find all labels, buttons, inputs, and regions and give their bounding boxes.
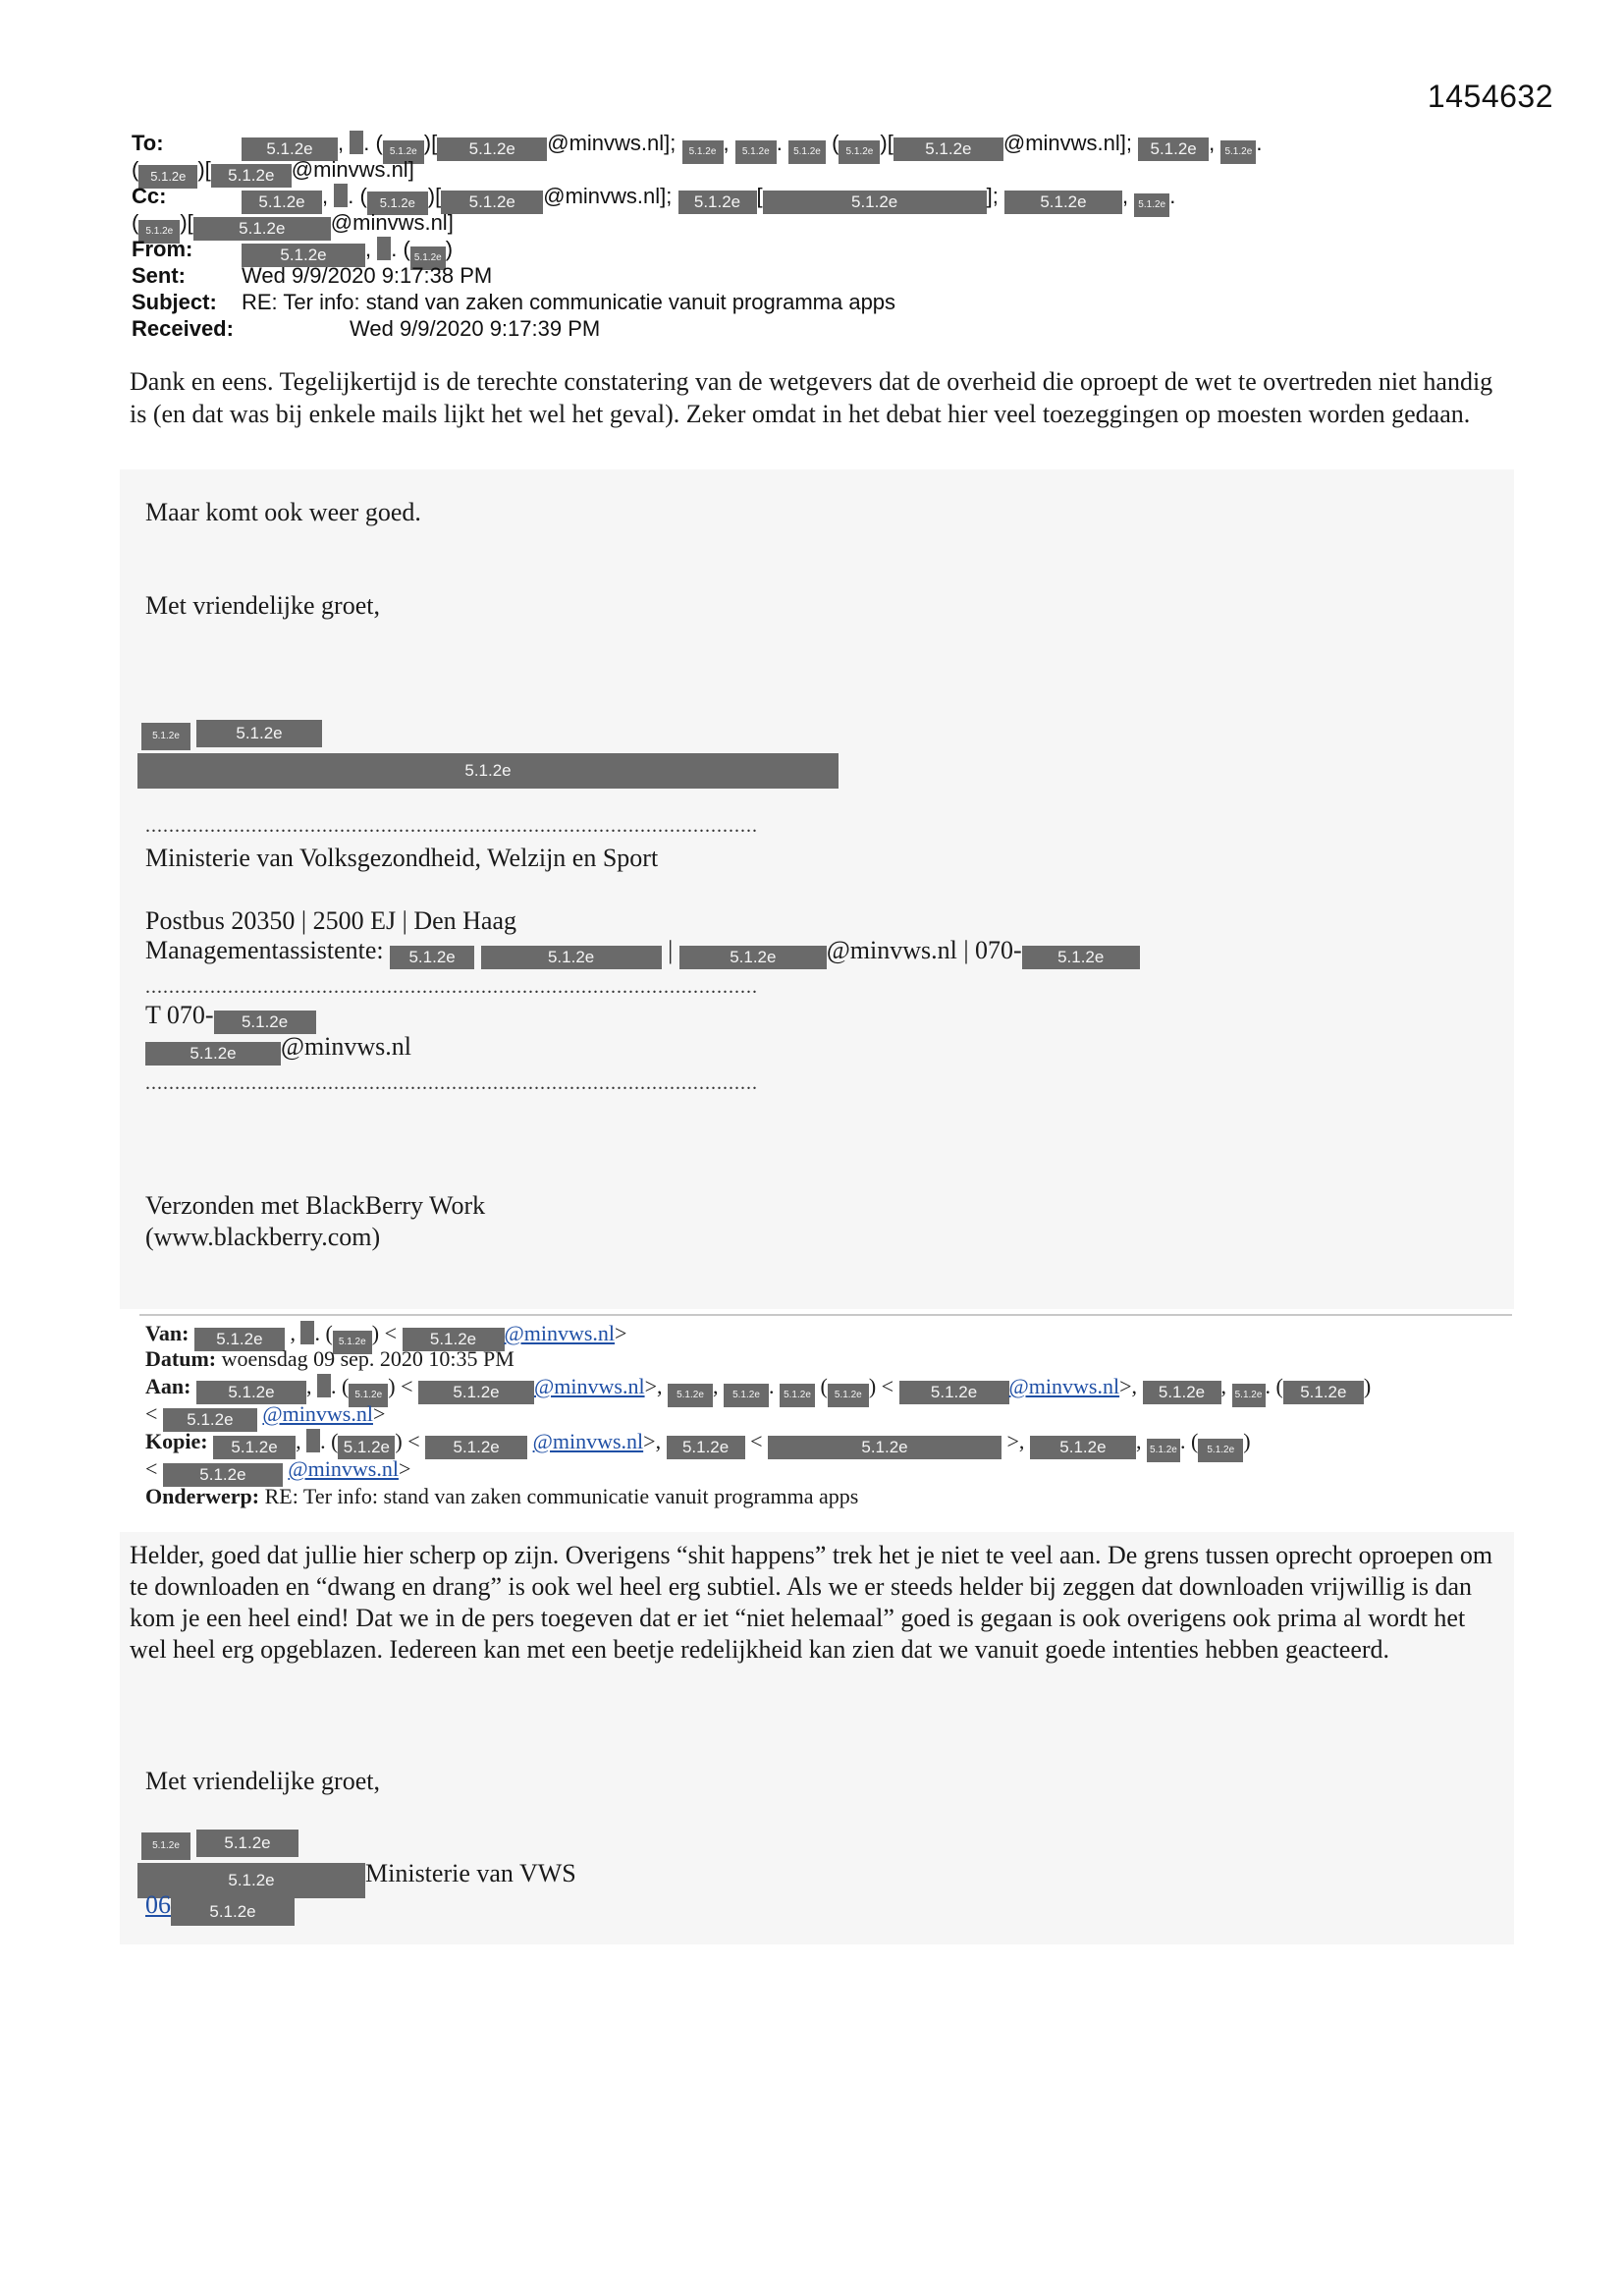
- redaction: 5.1.2e: [788, 140, 826, 164]
- email-domain: @minvws.nl: [547, 131, 665, 155]
- received-line: [132, 315, 1506, 342]
- redaction: 5.1.2e: [214, 1011, 316, 1034]
- cc-label: Cc:: [132, 184, 167, 208]
- redaction: 5.1.2e: [1220, 140, 1256, 164]
- email-domain: @minvws.nl: [281, 1032, 412, 1061]
- to-line-cont: ( 5.1.2e )[ 5.1.2e @minvws.nl]: [132, 156, 1506, 183]
- email-link[interactable]: @minvws.nl: [288, 1456, 399, 1481]
- redaction: 5.1.2e: [211, 164, 292, 188]
- onderwerp-label: Onderwerp:: [145, 1484, 260, 1508]
- redaction: 5.1.2e: [768, 1436, 1001, 1459]
- reply-line: Maar komt ook weer goed.: [145, 498, 421, 526]
- received-label: Received:: [132, 316, 234, 341]
- redaction: 5.1.2e: [1030, 1436, 1136, 1459]
- aan-label: Aan:: [145, 1374, 191, 1398]
- redaction: 5.1.2e: [1022, 946, 1140, 969]
- email-link[interactable]: @minvws.nl: [532, 1429, 644, 1453]
- redaction: 5.1.2e: [367, 191, 428, 215]
- redaction: 5.1.2e: [193, 217, 331, 241]
- redaction: 5.1.2e: [1138, 137, 1209, 161]
- postal-address: Postbus 20350 | 2500 EJ | Den Haag: [145, 906, 517, 935]
- role-label: Managementassistente:: [145, 936, 384, 964]
- redaction: 5.1.2e: [1134, 193, 1169, 217]
- datum-label: Datum:: [145, 1346, 217, 1371]
- kopie-line-cont: < 5.1.2e @minvws.nl>: [145, 1455, 410, 1487]
- redaction: [306, 1429, 320, 1452]
- sent-value: Wed 9/9/2020 9:17:38 PM: [242, 263, 493, 288]
- redaction: 5.1.2e: [828, 1384, 869, 1407]
- phone-link[interactable]: 06: [145, 1890, 171, 1919]
- redaction: 5.1.2e: [839, 140, 880, 164]
- datum-line: [145, 1345, 514, 1373]
- datum-value: woensdag 09 sep. 2020 10:35 PM: [221, 1346, 514, 1371]
- redaction: 5.1.2e: [1283, 1381, 1364, 1404]
- van-label: Van:: [145, 1321, 189, 1345]
- forwarded-paragraph: Helder, goed dat jullie hier scherp op zijn. Overigens “shit happens” trek het je niet te veel aan. De grens tussen oprecht oproepen om te downloaden en “dwang en drang” is ook wel heel erg subtiel. Als we er steeds helder bij zeggen dat downloaden vrijwillig is dan kom je een heel eind! Dat we in de pers toegeven dat er iet “niet helemaal” goed is gegaan is ook overigens ook prima al wordt het wel heel erg opgeblazen. Iedereen kan met een beetje redelijkheid kan zien dat we vanuit goede intenties hebben geacteerd.: [130, 1541, 1493, 1664]
- kopie-label: Kopie:: [145, 1429, 208, 1453]
- redaction: 5.1.2e: [194, 1328, 285, 1351]
- redaction: 5.1.2e: [383, 140, 424, 164]
- redaction: 5.1.2e: [724, 1384, 769, 1407]
- redaction: 5.1.2e: [1004, 191, 1122, 214]
- aan-line: Aan: 5.1.2e , . ( 5.1.2e ) < 5.1.2e @minvws.nl>, 5.1.2e , 5.1.2e . 5.1.2e ( 5.1.2e ) < 5.1.2e @minvws.nl>, 5.1.2e , 5.1.2e . ( 5.1.2e ): [145, 1373, 1371, 1407]
- redaction: [377, 237, 391, 260]
- email-domain: @minvws.nl: [330, 210, 448, 235]
- forwarded-phone-line: [145, 1889, 295, 1926]
- signature-title: [137, 746, 839, 789]
- email-line: [145, 1031, 411, 1066]
- redaction: 5.1.2e: [196, 720, 322, 747]
- email-domain: @minvws.nl: [1002, 131, 1120, 155]
- cc-line: Cc: 5.1.2e , . ( 5.1.2e )[ 5.1.2e @minvws.nl]; 5.1.2e [ 5.1.2e ]; 5.1.2e , 5.1.2e .: [132, 183, 1506, 209]
- redaction: 5.1.2e: [242, 137, 338, 161]
- redaction: 5.1.2e: [1198, 1439, 1243, 1462]
- redaction: 5.1.2e: [437, 137, 547, 161]
- redaction: 5.1.2e: [137, 1863, 365, 1898]
- from-line: From: 5.1.2e , . ( 5.1.2e ): [132, 236, 1506, 262]
- sent-line: [132, 262, 1506, 289]
- email-link[interactable]: @minvws.nl: [534, 1374, 645, 1398]
- redaction: 5.1.2e: [145, 1042, 281, 1066]
- ministry-short: Ministerie van VWS: [365, 1859, 576, 1887]
- redaction: [317, 1374, 331, 1397]
- redaction: 5.1.2e: [242, 191, 322, 214]
- management-assistant-line: Managementassistente: 5.1.2e 5.1.2e | 5.1.2e @minvws.nl | 070- 5.1.2e: [145, 935, 1140, 969]
- redaction: [350, 131, 363, 154]
- redaction: 5.1.2e: [333, 1331, 372, 1354]
- sent-label: Sent:: [132, 263, 186, 288]
- redaction: 5.1.2e: [171, 1898, 295, 1926]
- subject-value: RE: Ter info: stand van zaken communicatie vanuit programma apps: [242, 290, 896, 314]
- redaction: 5.1.2e: [441, 191, 543, 214]
- redaction: 5.1.2e: [349, 1384, 388, 1407]
- email-suffix: @minvws.nl | 070-: [826, 936, 1022, 964]
- phone-prefix: T 070-: [145, 1001, 214, 1029]
- reply-paragraph: Dank en eens. Tegelijkertijd is de terechte constatering van de wetgevers dat de overheid die oproept de wet te overtreden niet handig is (en dat was bij enkele mails lijkt het wel het geval). Zeker omdat in het debat hier veel toezeggingen op moesten worden gedaan.: [130, 367, 1493, 428]
- email-link[interactable]: @minvws.nl: [262, 1401, 373, 1426]
- email-link[interactable]: @minvws.nl: [504, 1321, 616, 1345]
- from-label: From:: [132, 237, 193, 261]
- redaction: 5.1.2e: [338, 1436, 395, 1459]
- redaction: 5.1.2e: [668, 1384, 713, 1407]
- separator: [139, 1314, 1512, 1316]
- greeting: Met vriendelijke groet,: [145, 591, 380, 620]
- forwarded-greeting: Met vriendelijke groet,: [145, 1767, 380, 1795]
- redaction: 5.1.2e: [418, 1381, 534, 1404]
- redaction: 5.1.2e: [410, 246, 446, 270]
- redaction: 5.1.2e: [141, 723, 190, 750]
- redaction: 5.1.2e: [893, 137, 1003, 161]
- sent-with-url: (www.blackberry.com): [145, 1223, 381, 1251]
- redaction: 5.1.2e: [141, 1832, 190, 1860]
- signature-name: [141, 713, 322, 750]
- van-line: Van: 5.1.2e , . ( 5.1.2e ) < 5.1.2e @minvws.nl>: [145, 1320, 626, 1354]
- redaction: [300, 1321, 314, 1344]
- onderwerp-line: [145, 1483, 858, 1510]
- phone-line: [145, 1000, 316, 1034]
- redaction: 5.1.2e: [138, 165, 197, 189]
- sent-with-line: Verzonden met BlackBerry Work: [145, 1191, 486, 1220]
- redaction: 5.1.2e: [403, 1328, 505, 1351]
- divider: ........................................................................................................: [145, 976, 758, 998]
- redaction: 5.1.2e: [196, 1830, 298, 1857]
- redaction: [334, 184, 348, 207]
- redaction: 5.1.2e: [679, 946, 827, 969]
- email-domain: @minvws.nl: [291, 157, 408, 182]
- email-link[interactable]: @minvws.nl: [1008, 1374, 1120, 1398]
- redaction: 5.1.2e: [667, 1436, 745, 1459]
- to-line: To: 5.1.2e , . ( 5.1.2e )[ 5.1.2e @minvws.nl]; 5.1.2e , 5.1.2e . 5.1.2e ( 5.1.2e )[ 5.1.2e @minvws.nl]; 5.1.2e , 5.1.2e .: [132, 130, 1506, 156]
- redaction: 5.1.2e: [213, 1436, 296, 1459]
- ministry-name: Ministerie van Volksgezondheid, Welzijn en Sport: [145, 844, 659, 872]
- email-domain: @minvws.nl: [543, 184, 661, 208]
- redaction: 5.1.2e: [1143, 1381, 1221, 1404]
- redaction: 5.1.2e: [242, 244, 365, 267]
- redaction: 5.1.2e: [481, 946, 662, 969]
- redaction: 5.1.2e: [780, 1384, 815, 1407]
- subject-line: [132, 289, 1506, 315]
- redaction: 5.1.2e: [390, 946, 474, 969]
- redaction: 5.1.2e: [899, 1381, 1009, 1404]
- to-label: To:: [132, 131, 164, 155]
- redaction: 5.1.2e: [137, 753, 839, 789]
- divider: ........................................................................................................: [145, 1072, 758, 1094]
- redaction: 5.1.2e: [196, 1381, 306, 1404]
- forwarded-signature-name: [141, 1823, 298, 1860]
- redaction: 5.1.2e: [1232, 1384, 1266, 1407]
- kopie-line: Kopie: 5.1.2e , . ( 5.1.2e ) < 5.1.2e @minvws.nl>, 5.1.2e < 5.1.2e >, 5.1.2e , 5.1.2e . ( 5.1.2e ): [145, 1428, 1251, 1462]
- email-header: [132, 130, 1506, 342]
- redaction: 5.1.2e: [763, 191, 987, 214]
- redaction: 5.1.2e: [163, 1463, 283, 1487]
- received-value: Wed 9/9/2020 9:17:39 PM: [350, 316, 601, 341]
- subject-label: Subject:: [132, 290, 217, 314]
- redaction: 5.1.2e: [425, 1436, 527, 1459]
- redaction: 5.1.2e: [138, 220, 180, 244]
- aan-line-cont: < 5.1.2e @minvws.nl>: [145, 1400, 385, 1432]
- cc-line-cont: ( 5.1.2e )[ 5.1.2e @minvws.nl]: [132, 209, 1506, 236]
- document-id: 1454632: [1427, 79, 1553, 114]
- redaction: 5.1.2e: [163, 1408, 257, 1432]
- redaction: 5.1.2e: [1147, 1439, 1180, 1462]
- redaction: 5.1.2e: [735, 140, 777, 164]
- redaction: 5.1.2e: [678, 191, 757, 214]
- onderwerp-value: RE: Ter info: stand van zaken communicatie vanuit programma apps: [264, 1484, 859, 1508]
- divider: ........................................................................................................: [145, 815, 758, 837]
- redaction: 5.1.2e: [682, 140, 724, 164]
